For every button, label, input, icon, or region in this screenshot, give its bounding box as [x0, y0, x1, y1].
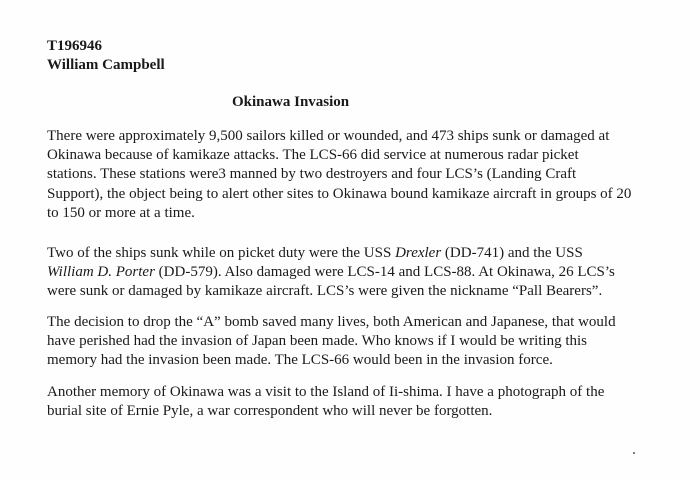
text-line: memory had the invasion been made. The LCS-66 would been in the invasion force. [47, 352, 553, 369]
text-line: burial site of Ernie Pyle, a war correspondent who will never be forgotten. [47, 403, 493, 420]
text-line: Support), the object being to alert other sites to Okinawa bound kamikaze aircraft in groups of 20 [47, 185, 632, 202]
text-line: There were approximately 9,500 sailors killed or wounded, and 473 ships sunk or damaged at [47, 128, 610, 144]
text-line [47, 244, 667, 263]
text-line: to 150 or more at a time. [47, 204, 195, 221]
document-id: T196946 [47, 38, 103, 54]
document-title: Okinawa Invasion [232, 94, 350, 110]
text-line: Okinawa because of kamikaze attacks. The LCS-66 did service at numerous radar picket [47, 147, 579, 164]
text-segment: (DD-741) and the USS [441, 245, 583, 261]
paragraph-ie-shima [47, 383, 667, 421]
text-line: stations. These stations were3 manned by two destroyers and four LCS’s (Landing Craft [47, 166, 577, 183]
text-line: Another memory of Okinawa was a visit to the Island of Ii-shima. I have a photograph of the [47, 384, 605, 400]
text-segment: (DD-579). Also damaged were LCS-14 and LCS-88. At Okinawa, 26 LCS’s [154, 264, 615, 281]
scan-speck [633, 452, 635, 454]
paragraph-a-bomb [47, 313, 667, 371]
author-name: William Campbell [47, 57, 165, 73]
text-line: The decision to drop the “A” bomb saved many lives, both American and Japanese, that would [47, 314, 616, 330]
text-line: have perished had the invasion of Japan been made. Who knows if I would be writing this [47, 333, 588, 350]
text-line: were sunk or damaged by kamikaze aircraft. LCS’s were given the nickname “Pall Bearers”. [47, 283, 603, 300]
ship-name-porter: William D. Porter [47, 264, 155, 281]
paragraph-ships-sunk [47, 244, 667, 302]
text-line [47, 263, 667, 282]
paragraph-casualties [47, 127, 667, 223]
ship-name-drexler: Drexler [395, 245, 442, 261]
text-segment: Two of the ships sunk while on picket duty were the USS [47, 245, 396, 261]
